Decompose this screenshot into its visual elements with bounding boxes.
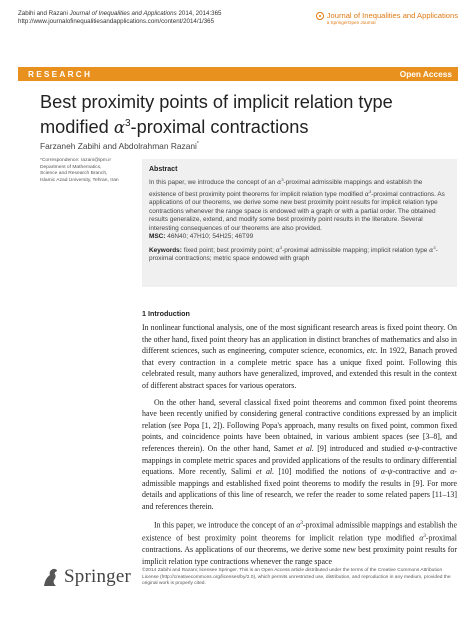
author-list: Farzaneh Zabihi and Abdolrahman Razani* xyxy=(40,141,199,151)
alpha-symbol: α xyxy=(113,118,125,138)
abstract-heading: Abstract xyxy=(149,166,178,173)
abstract-box xyxy=(142,159,457,287)
title-line-2: modified $\alpha^3$-proximal contractions xyxy=(40,117,309,138)
title-line-1: Best proximity points of implicit relation type xyxy=(40,92,393,112)
citation-authors: Zabihi and Razani xyxy=(18,10,68,17)
open-access-label: Open Access xyxy=(399,69,452,79)
journal-name: Journal of Inequalities and Applications xyxy=(326,11,458,20)
correspondence-email[interactable]: *Correspondence: razani@ipm.ir xyxy=(40,158,112,163)
citation-journal: Journal of Inequalities and Applications xyxy=(69,10,177,17)
citation-volume: 2014, 2014:365 xyxy=(178,10,222,17)
keywords: Keywords: fixed point; best proximity point; $\alpha^3$-proximal admissible mapping; implicit relation type $\alpha^3$-proximal contractions; metric space endowed with graph xyxy=(149,244,438,263)
journal-circle-icon xyxy=(316,12,324,20)
paragraph: On the other hand, several classical fixed point theorems and common fixed point theorems have been recently unified by considering general contractive conditions expressed by an implicit relation (see Popa [1, 2]). Following Popa's approach, many results on fixed point, common fixed points, and coincidence points have been obtained, in various ambient spaces (see [3–8], and references therein). On the other hand, Samet et al. [9] introduced and studied α-ψ-contractive mappings in complete metric spaces and provided applications of the results to ordinary differential equations. More recently, Salimi et al. [10] modified the notions of α-ψ-contractive and α-admissible mappings and established fixed point theorems to modify the results in [9]. For more details and applications of this line of research, we refer the reader to some related papers [11–13] and references therein. xyxy=(142,397,458,511)
journal-logo[interactable] xyxy=(316,11,458,25)
springer-wordmark: Springer xyxy=(64,566,132,587)
abstract-text: In this paper, we introduce the concept of an $\alpha^3$-proximal admissible mappings and establish the existence of best proximity point theorems for implicit relation type modified $\alpha^3$-proximal contractions. As applications of our theorems, we derive some new best proximity point results for implicit relation type contractions whenever the range space is endowed with a graph or with a partial order. The obtained results generalize, extend, and modify some best proximity point results in the literature. Several interesting consequences of our theorems are also provided. xyxy=(149,177,445,232)
springer-horse-icon xyxy=(40,566,60,588)
research-label: RESEARCH xyxy=(28,69,93,79)
journal-subtitle: a SpringerOpen Journal xyxy=(326,20,376,25)
article-title xyxy=(40,92,460,138)
article-url[interactable]: http://www.journalofinequalitiesandapplications.com/content/2014/1/365 xyxy=(18,18,215,25)
springer-logo xyxy=(40,566,131,588)
correspondence-note: *Correspondence: razani@ipm.ir Department of Mathematics, Science and Research Branch, Islamic Azad University, Tehran, Iran xyxy=(40,158,126,184)
introduction-body xyxy=(142,322,457,567)
paragraph: In this paper, we introduce the concept of an $\alpha^3$-proximal admissible mappings and establish the existence of best proximity point theorems for implicit relation type modified $\alpha^3$-proximal contractions. As applications of our theorems, we derive some new best proximity point results for implicit relation type contractions whenever the range space xyxy=(142,520,457,566)
citation-line xyxy=(18,10,221,18)
msc-codes: MSC: 46N40; 47H10; 54H25; 46T99 xyxy=(149,233,254,241)
copyright-notice: ©2014 Zabihi and Razani; licensee Springer. This is an Open Access article distributed under the terms of the Creative Commons Attribution License (http://creativecommons.org/licenses/by/2.0), which permits unrestricted use, distribution, and reproduction in any medium, provided the original work is properly cited. xyxy=(142,568,451,587)
section-heading-introduction: 1 Introduction xyxy=(142,309,190,318)
running-header xyxy=(18,10,221,26)
article-type-banner xyxy=(18,67,458,81)
correspondence-mark[interactable]: * xyxy=(196,141,199,148)
paragraph: In nonlinear functional analysis, one of the most significant research areas is fixed point theory. On the other hand, fixed point theory has an application in distinct branches of mathematics and also in different sciences, such as engineering, computer science, economics, etc. In 1922, Banach proved that every contraction in a complete metric space has a unique fixed point. Following this celebrated result, many authors have generalized, improved, and extended this result in the context of different abstract spaces for various operators. xyxy=(142,323,457,390)
